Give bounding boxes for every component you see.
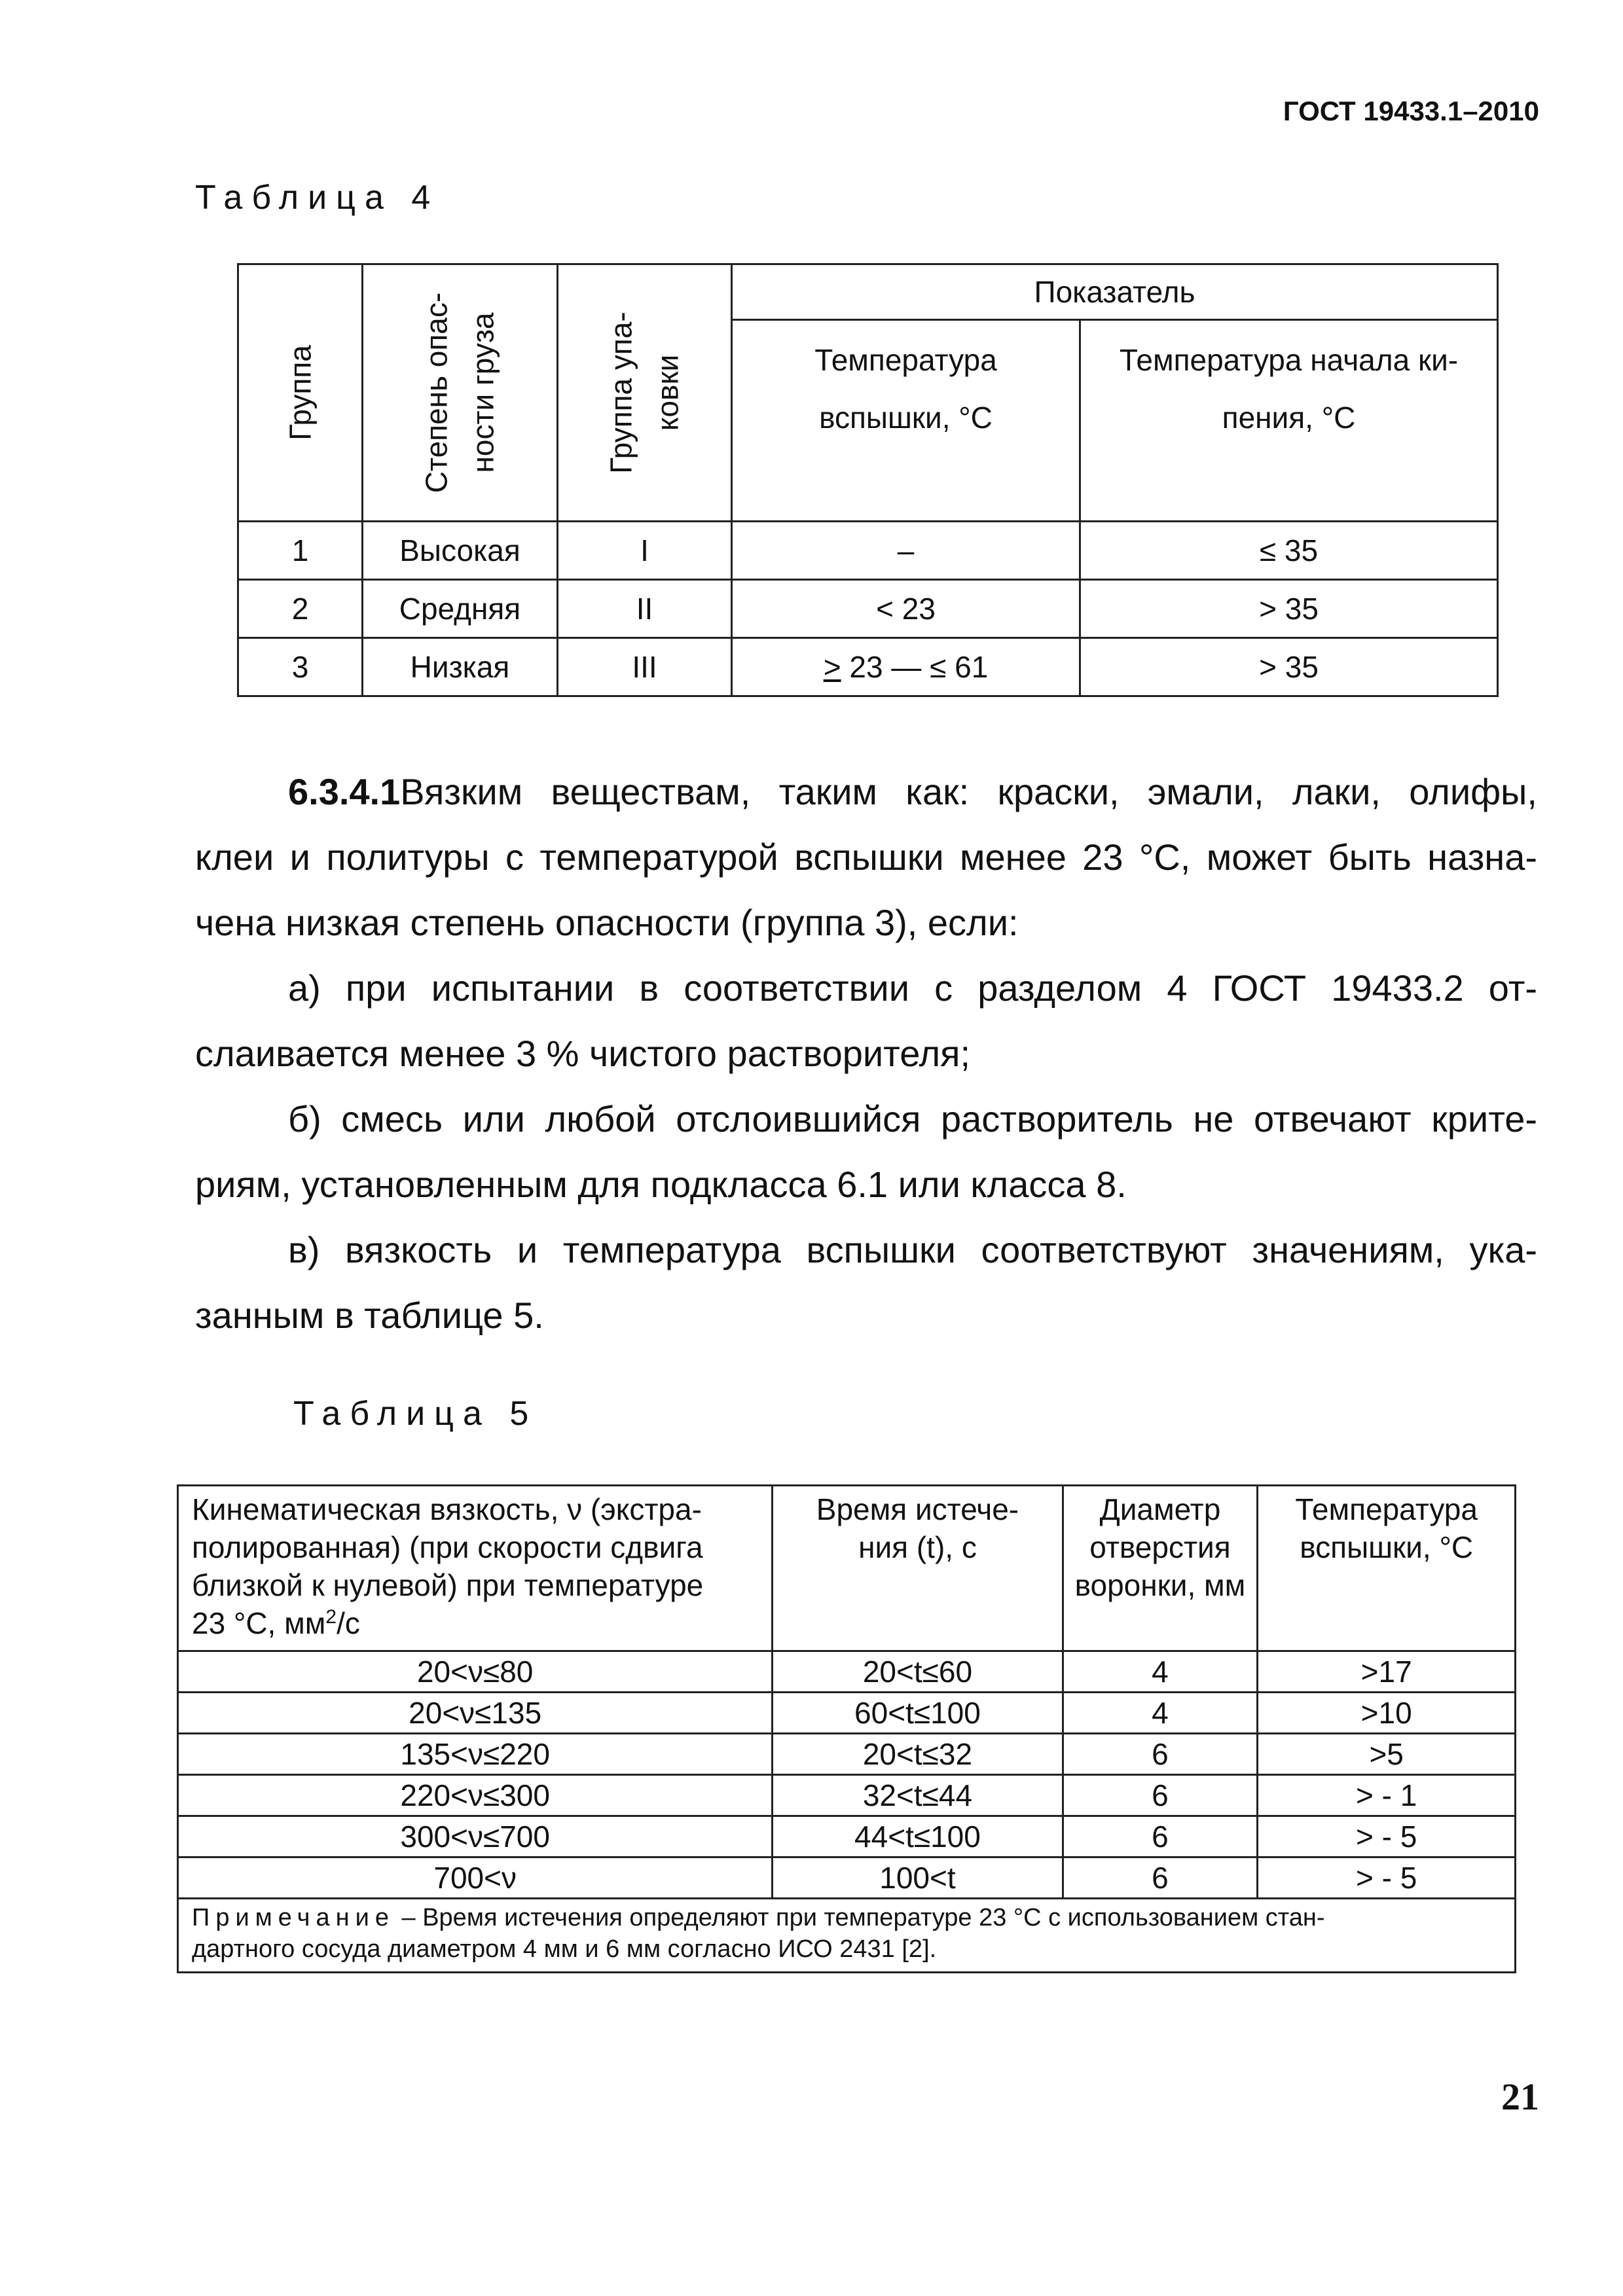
table5 xyxy=(177,1484,1516,1973)
page-number: 21 xyxy=(1501,2075,1539,2118)
table-note: Примечание – Время истечения определяют при температуре 23 °С с использованием стан- дартного сосуда диаметром 4 мм и 6 мм согласно ИСО 2431 [2]. xyxy=(178,1899,1516,1973)
clause-number: 6.3.4.1 xyxy=(288,771,401,812)
col-indicator-header: Показатель xyxy=(732,264,1498,320)
col-flow-time-header: Время истече- ния (t), с xyxy=(773,1486,1063,1651)
list-item-b: б) смесь или любой отслоившийся растворитель не отвечают крите- риям, установленным для подкласса 6.1 или класса 8. xyxy=(195,1098,1537,1205)
table-row: 20<ν≤135 60<t≤100 4 >10 xyxy=(178,1693,1516,1734)
table-row: 300<ν≤700 44<t≤100 6 > - 5 xyxy=(178,1816,1516,1857)
table4 xyxy=(237,263,1499,697)
table-row: 135<ν≤220 20<t≤32 6 >5 xyxy=(178,1734,1516,1775)
table-row: 220<ν≤300 32<t≤44 6 > - 1 xyxy=(178,1775,1516,1816)
col-boil-header: Температура начала ки- пения, °С xyxy=(1080,320,1498,522)
table-row: 700<ν 100<t 6 > - 5 xyxy=(178,1857,1516,1899)
paragraph-6-3-4-1: 6.3.4.1Вязким веществам, таким как: краски, эмали, лаки, олифы, клеи и политуры с температурой вспышки менее 23 °С, может быть назна- чена низкая степень опасности (группа 3), если: xyxy=(195,771,1537,943)
col-hazard-header: Степень опас- ности груза xyxy=(363,264,558,522)
table-row: 20<ν≤80 20<t≤60 4 >17 xyxy=(178,1651,1516,1693)
table-row: 2 Средняя II < 23 > 35 xyxy=(238,580,1498,638)
table4-caption: Таблица 4 xyxy=(195,179,440,217)
table-row: 3 Низкая III > 23 — ≤ 61 > 35 xyxy=(238,638,1498,696)
list-item-a: а) при испытании в соответствии с разделом 4 ГОСТ 19433.2 от- слаивается менее 3 % чистого растворителя; xyxy=(195,967,1537,1074)
col-flash-header: Температура вспышки, °С xyxy=(732,320,1080,522)
table-row: 1 Высокая I – ≤ 35 xyxy=(238,522,1498,580)
col-flash-header: Температура вспышки, °С xyxy=(1258,1486,1516,1651)
note-label: Примечание xyxy=(192,1904,395,1931)
col-viscosity-header: Кинематическая вязкость, ν (экстра- полированная) (при скорости сдвига близкой к нулевой) при температуре 23 °С, $мм^2/с$ xyxy=(178,1486,773,1651)
col-packing-header: Группа упа- ковки xyxy=(558,264,732,522)
list-item-c: в) вязкость и температура вспышки соответствуют значениям, ука- занным в таблице 5. xyxy=(195,1229,1537,1336)
col-diameter-header: Диаметр отверстия воронки, мм xyxy=(1063,1486,1258,1651)
table5-caption: Таблица 5 xyxy=(293,1395,538,1433)
col-group-header: Группа xyxy=(238,264,363,522)
document-id: ГОСТ 19433.1–2010 xyxy=(1283,96,1539,126)
